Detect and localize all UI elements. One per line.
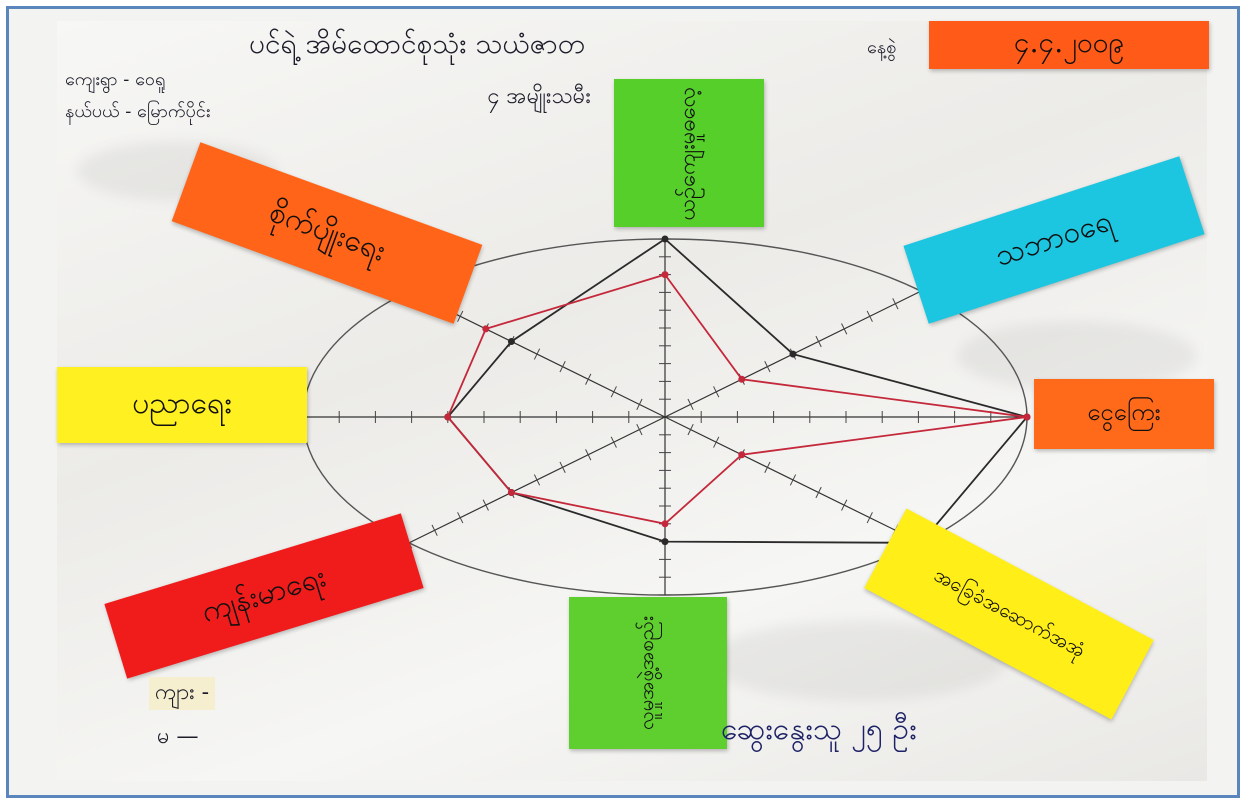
- radar-tick-1-1: [688, 399, 693, 410]
- radar-tick-5-5: [534, 475, 539, 486]
- sheet-title: ပင်ရဲ့ အိမ်ထောင်စုသုံး သယံဇာတ: [249, 27, 585, 60]
- radar-point-1-7: [482, 325, 489, 332]
- radar-point-0-7: [508, 338, 515, 345]
- radar-tick-1-7: [842, 324, 847, 335]
- remark-label: ကျား -: [149, 677, 215, 710]
- category-label-bottom-right: အခြေခံအဆောက်အအုံ: [930, 562, 1090, 663]
- village-line: ကျေးရွာ - ဝေရူ: [65, 69, 166, 90]
- category-label-top-right: သဘာဝရေ: [990, 202, 1117, 274]
- participant-total: ဆွေးနွေးသူ ၂၅ ဦး: [721, 712, 917, 747]
- radar-tick-1-2: [714, 386, 719, 397]
- radar-tick-3-6: [816, 487, 821, 498]
- radar-tick-5-8: [458, 512, 463, 523]
- radar-tick-5-2: [611, 437, 616, 448]
- radar-point-1-3: [738, 451, 745, 458]
- category-label-right: ငွေကြေး: [1087, 398, 1161, 426]
- radar-tick-5-1: [637, 424, 642, 435]
- radar-tick-7-5: [534, 349, 539, 360]
- date-label: နေ့စွဲ: [867, 37, 897, 58]
- category-label-left: ပညာရေး: [132, 385, 232, 421]
- radar-point-0-1: [789, 351, 796, 358]
- radar-tick-3-5: [790, 475, 795, 486]
- radar-tick-5-4: [560, 462, 565, 473]
- radar-tick-1-6: [816, 336, 821, 347]
- radar-tick-3-4: [765, 462, 770, 473]
- remark-value: မ —: [157, 724, 199, 749]
- radar-tick-5-7: [483, 500, 488, 511]
- category-note-bottom: [569, 597, 727, 749]
- radar-point-1-5: [508, 489, 515, 496]
- township-line: နယ်ပယ် - မြောက်ပိုင်း: [65, 101, 211, 122]
- category-note-right: [1034, 379, 1214, 449]
- radar-point-0-4: [662, 538, 669, 545]
- radar-point-1-6: [444, 414, 451, 421]
- radar-tick-7-8: [458, 311, 463, 322]
- radar-tick-1-4: [765, 361, 770, 372]
- category-note-left: [57, 367, 307, 443]
- radar-tick-1-9: [893, 298, 898, 309]
- radar-tick-5-3: [586, 449, 591, 460]
- radar-point-1-1: [738, 376, 745, 383]
- photo-frame: [6, 6, 1240, 798]
- category-label-top: ယဉ်ကျေးမှုဓလေ့: [675, 86, 701, 220]
- radar-tick-7-4: [560, 361, 565, 372]
- radar-point-1-4: [662, 520, 669, 527]
- radar-point-0-0: [662, 236, 669, 243]
- radar-point-1-2: [1024, 414, 1031, 421]
- radar-tick-7-1: [637, 399, 642, 410]
- radar-tick-3-7: [842, 500, 847, 511]
- radar-tick-3-8: [867, 512, 872, 523]
- category-label-bottom: လူမှုအဖွဲ့အစည်း: [633, 616, 658, 730]
- category-label-top-left: စိုက်ပျိုးရေး: [264, 193, 391, 269]
- radar-tick-7-3: [586, 374, 591, 385]
- category-label-bottom-left: ကျန်းမာရေး: [197, 558, 330, 630]
- radar-tick-3-1: [688, 424, 693, 435]
- group-line: ၄ အမျိုးသမီး: [487, 84, 591, 109]
- radar-tick-1-8: [867, 311, 872, 322]
- date-value: ၄.၄.၂၀၀၉: [1013, 26, 1125, 59]
- category-note-top: [614, 79, 764, 227]
- radar-point-1-0: [662, 271, 669, 278]
- radar-tick-5-9: [432, 525, 437, 536]
- radar-tick-7-2: [611, 386, 616, 397]
- radar-tick-3-2: [714, 437, 719, 448]
